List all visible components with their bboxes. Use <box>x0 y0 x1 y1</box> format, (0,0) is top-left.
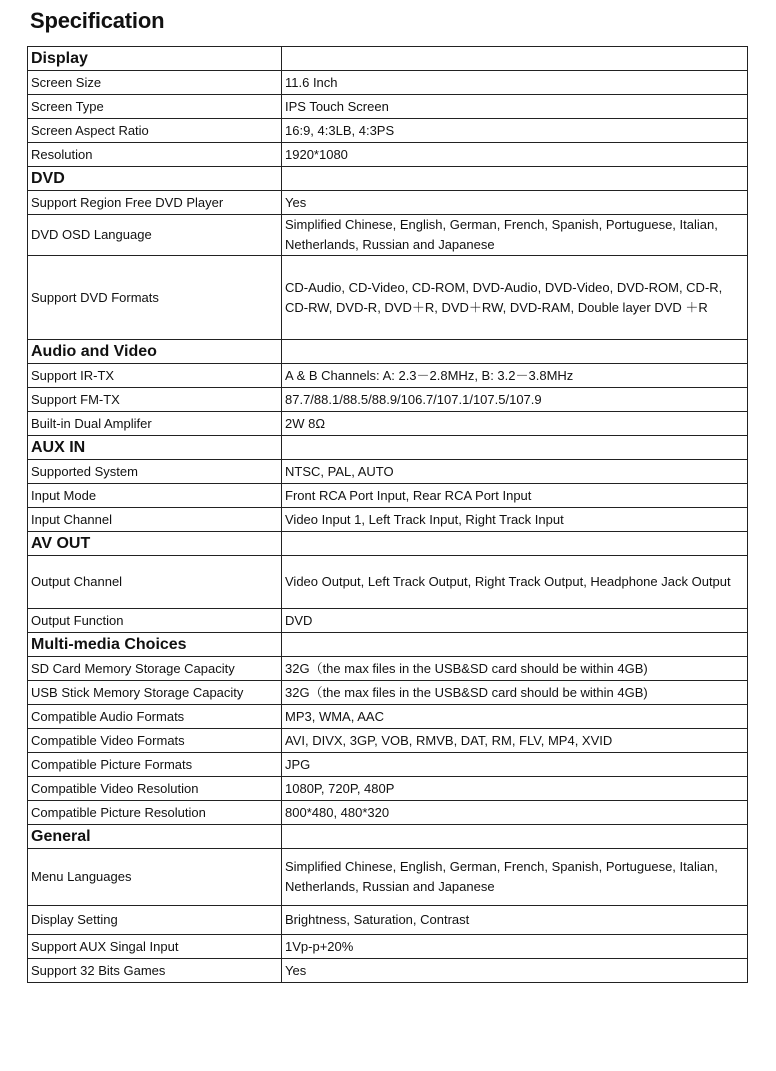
section-header-row <box>28 47 748 71</box>
spec-label: Screen Aspect Ratio <box>28 119 282 143</box>
spec-label: Support FM-TX <box>28 388 282 412</box>
section-value-empty <box>282 633 748 657</box>
section-header-row <box>28 167 748 191</box>
spec-row <box>28 681 748 705</box>
spec-label: SD Card Memory Storage Capacity <box>28 657 282 681</box>
spec-label: Compatible Picture Resolution <box>28 801 282 825</box>
spec-row <box>28 906 748 935</box>
page-title: Specification <box>30 8 165 33</box>
section-title: Multi-media Choices <box>28 633 282 657</box>
spec-row <box>28 777 748 801</box>
spec-label: Supported System <box>28 460 282 484</box>
spec-value: A & B Channels: A: 2.3－2.8MHz, B: 3.2－3.8MHz <box>282 364 748 388</box>
section-value-empty <box>282 167 748 191</box>
spec-row <box>28 556 748 609</box>
spec-value: 2W 8Ω <box>282 412 748 436</box>
spec-value: 800*480, 480*320 <box>282 801 748 825</box>
spec-value: DVD <box>282 609 748 633</box>
spec-value: Yes <box>282 959 748 983</box>
spec-label: Output Function <box>28 609 282 633</box>
section-value-empty <box>282 436 748 460</box>
spec-row <box>28 657 748 681</box>
spec-row <box>28 119 748 143</box>
spec-label: Compatible Video Formats <box>28 729 282 753</box>
spec-row <box>28 508 748 532</box>
spec-label: Support IR-TX <box>28 364 282 388</box>
spec-row <box>28 71 748 95</box>
spec-row <box>28 705 748 729</box>
spec-value: Video Output, Left Track Output, Right Track Output, Headphone Jack Output <box>282 556 748 609</box>
spec-value: MP3, WMA, AAC <box>282 705 748 729</box>
spec-label: USB Stick Memory Storage Capacity <box>28 681 282 705</box>
section-title: AUX IN <box>28 436 282 460</box>
spec-row <box>28 801 748 825</box>
spec-label: Compatible Video Resolution <box>28 777 282 801</box>
spec-row <box>28 95 748 119</box>
section-value-empty <box>282 825 748 849</box>
section-header-row <box>28 436 748 460</box>
spec-value: CD-Audio, CD-Video, CD-ROM, DVD-Audio, DVD-Video, DVD-ROM, CD-R, CD-RW, DVD-R, DVD＋R, DVD＋RW, DVD-RAM, Double layer DVD ＋R <box>282 256 748 340</box>
spec-row <box>28 753 748 777</box>
spec-value: Simplified Chinese, English, German, French, Spanish, Portuguese, Italian, Netherlands, Russian and Japanese <box>282 215 748 256</box>
spec-row <box>28 412 748 436</box>
section-value-empty <box>282 47 748 71</box>
section-title: Audio and Video <box>28 340 282 364</box>
spec-label: Support Region Free DVD Player <box>28 191 282 215</box>
spec-row <box>28 849 748 906</box>
spec-value: 16:9, 4:3LB, 4:3PS <box>282 119 748 143</box>
spec-value: 1080P, 720P, 480P <box>282 777 748 801</box>
spec-value: AVI, DIVX, 3GP, VOB, RMVB, DAT, RM, FLV, MP4, XVID <box>282 729 748 753</box>
spec-label: Support 32 Bits Games <box>28 959 282 983</box>
spec-row <box>28 364 748 388</box>
section-title: Display <box>28 47 282 71</box>
spec-value: 32G（the max files in the USB&SD card should be within 4GB) <box>282 657 748 681</box>
spec-row <box>28 460 748 484</box>
spec-row <box>28 484 748 508</box>
spec-label: Screen Type <box>28 95 282 119</box>
section-header-row <box>28 825 748 849</box>
section-header-row <box>28 532 748 556</box>
section-title: General <box>28 825 282 849</box>
spec-value: Simplified Chinese, English, German, French, Spanish, Portuguese, Italian, Netherlands, Russian and Japanese <box>282 849 748 906</box>
spec-value: Video Input 1, Left Track Input, Right Track Input <box>282 508 748 532</box>
spec-value: 1Vp-p+20% <box>282 935 748 959</box>
specification-table-body <box>28 47 748 983</box>
spec-label: Compatible Audio Formats <box>28 705 282 729</box>
spec-row <box>28 388 748 412</box>
spec-value: Yes <box>282 191 748 215</box>
section-value-empty <box>282 340 748 364</box>
spec-label: Output Channel <box>28 556 282 609</box>
spec-value: IPS Touch Screen <box>282 95 748 119</box>
spec-label: Menu Languages <box>28 849 282 906</box>
spec-row <box>28 959 748 983</box>
spec-value: Brightness, Saturation, Contrast <box>282 906 748 935</box>
specification-table <box>27 46 748 983</box>
spec-row <box>28 935 748 959</box>
spec-value: JPG <box>282 753 748 777</box>
spec-value: 1920*1080 <box>282 143 748 167</box>
spec-row <box>28 215 748 256</box>
spec-label: DVD OSD Language <box>28 215 282 256</box>
spec-label: Input Channel <box>28 508 282 532</box>
spec-value: 32G（the max files in the USB&SD card should be within 4GB) <box>282 681 748 705</box>
section-value-empty <box>282 532 748 556</box>
spec-label: Resolution <box>28 143 282 167</box>
spec-label: Compatible Picture Formats <box>28 753 282 777</box>
spec-label: Input Mode <box>28 484 282 508</box>
spec-value: NTSC, PAL, AUTO <box>282 460 748 484</box>
spec-label: Built-in Dual Amplifer <box>28 412 282 436</box>
spec-value: Front RCA Port Input, Rear RCA Port Input <box>282 484 748 508</box>
spec-value: 11.6 Inch <box>282 71 748 95</box>
spec-row <box>28 143 748 167</box>
section-header-row <box>28 340 748 364</box>
spec-label: Screen Size <box>28 71 282 95</box>
spec-value: 87.7/88.1/88.5/88.9/106.7/107.1/107.5/107.9 <box>282 388 748 412</box>
section-header-row <box>28 633 748 657</box>
spec-row <box>28 256 748 340</box>
spec-row <box>28 729 748 753</box>
spec-row <box>28 609 748 633</box>
spec-label: Support DVD Formats <box>28 256 282 340</box>
section-title: AV OUT <box>28 532 282 556</box>
spec-row <box>28 191 748 215</box>
section-title: DVD <box>28 167 282 191</box>
spec-label: Display Setting <box>28 906 282 935</box>
spec-label: Support AUX Singal Input <box>28 935 282 959</box>
